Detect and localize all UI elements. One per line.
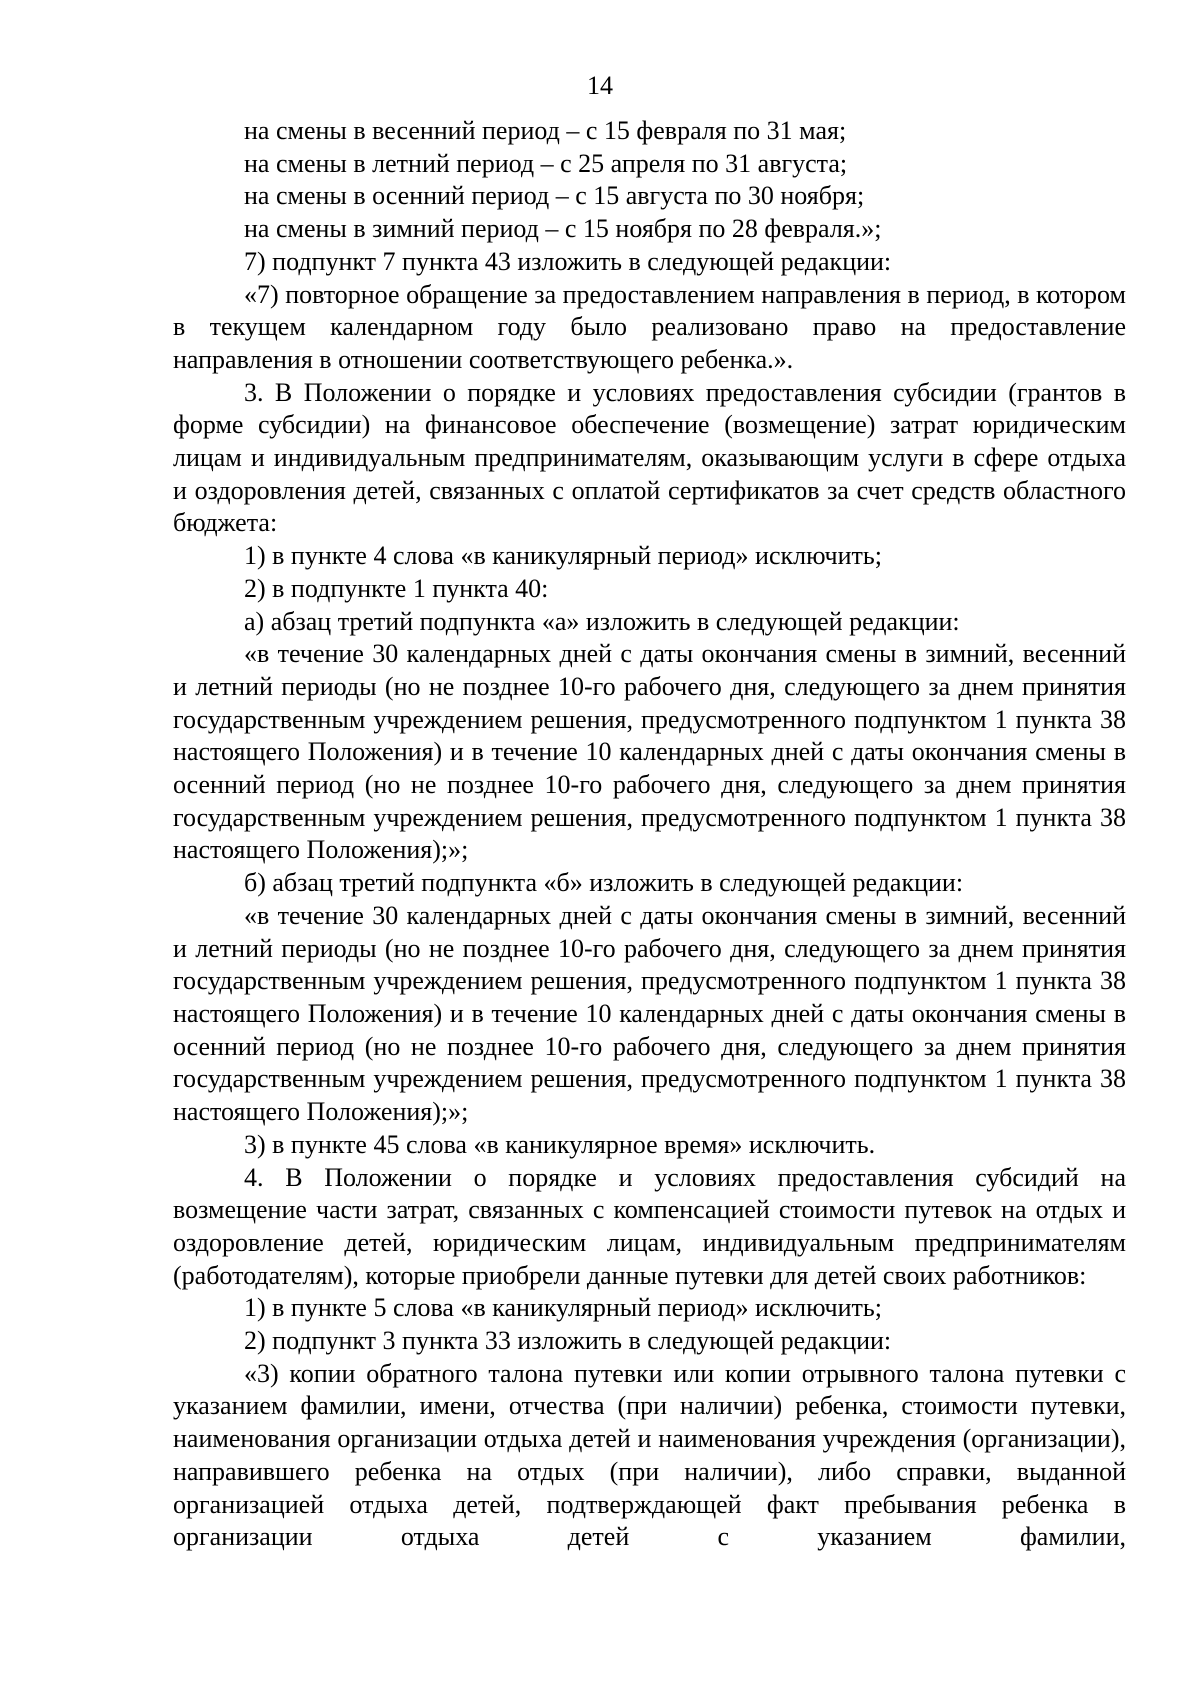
paragraph-section-4-item-2: 2) подпункт 3 пункта 33 изложить в следующей редакции: [244, 1326, 892, 1356]
paragraph-section-3-item-2: 2) в подпункте 1 пункта 40: [244, 573, 549, 603]
paragraph-section-3-item-3: 3) в пункте 45 слова «в каникулярное время» исключить. [244, 1129, 876, 1159]
paragraph-subitem-a: а) абзац третий подпункта «а» изложить в следующей редакции: [244, 606, 960, 636]
paragraph-autumn-shift-dates: на смены в осенний период – с 15 августа по 30 ноября; [244, 181, 865, 211]
paragraph-section-4-item-3-text: «3) копии обратного талона путевки или копии отрывного талона путевки с указанием фамилии, имени, отчества (при наличии) ребенка, стоимости путевки, наименования организации отдыха детей и наименования учреждения (организации), направившего ребенка на отдых (при наличии), либо справки, выданной организацией отдыха детей, подтверждающей факт пребывания ребенка в организации отдыха детей с указанием фамилии, [173, 1358, 1126, 1552]
page-number: 14 [587, 71, 613, 100]
paragraph-section-4: 4. В Положении о порядке и условиях предоставления субсидий на возмещение части затрат, связанных с компенсацией стоимости путевок на отдых и оздоровление детей, юридическим лицам, индивидуальным предпринимателям (работодателям), которые приобрели данные путевки для детей своих работников: [173, 1162, 1126, 1290]
paragraph-section-3: 3. В Положении о порядке и условиях предоставления субсидии (грантов в форме субсидии) на финансовое обеспечение (возмещение) затрат юридическим лицам и индивидуальным предпринимателям, оказывающим услуги в сфере отдыха и оздоровления детей, связанных с оплатой сертификатов за счет средств областного бюджета: [173, 377, 1126, 538]
paragraph-summer-shift-dates: на смены в летний период – с 25 апреля по 31 августа; [244, 148, 848, 178]
paragraph-subitem-b-text: «в течение 30 календарных дней с даты окончания смены в зимний, весенний и летний периоды (но не позднее 10-го рабочего дня, следующего за днем принятия государственным учреждением решения, предусмотренного подпунктом 1 пункта 38 настоящего Положения) и в течение 10 календарных дней с даты окончания смены в осенний период (но не позднее 10-го рабочего дня, следующего за днем принятия государственным учреждением решения, предусмотренного подпунктом 1 пункта 38 настоящего Положения);»; [173, 900, 1126, 1127]
paragraph-subitem-b: б) абзац третий подпункта «б» изложить в следующей редакции: [244, 868, 964, 898]
paragraph-spring-shift-dates: на смены в весенний период – с 15 февраля по 31 мая; [244, 116, 847, 145]
document-body [173, 115, 1126, 1554]
paragraph-section-3-item-1: 1) в пункте 4 слова «в каникулярный период» исключить; [244, 541, 882, 571]
paragraph-subitem-a-text: «в течение 30 календарных дней с даты окончания смены в зимний, весенний и летний периоды (но не позднее 10-го рабочего дня, следующего за днем принятия государственным учреждением решения, предусмотренного подпунктом 1 пункта 38 настоящего Положения) и в течение 10 календарных дней с даты окончания смены в осенний период (но не позднее 10-го рабочего дня, следующего за днем принятия государственным учреждением решения, предусмотренного подпунктом 1 пункта 38 настоящего Положения);»; [173, 639, 1126, 865]
paragraph-item-7: 7) подпункт 7 пункта 43 изложить в следующей редакции: [244, 246, 892, 276]
paragraph-item-7-text: «7) повторное обращение за предоставлением направления в период, в котором в текущем календарном году было реализовано право на предоставление направления в отношении соответствующего ребенка.». [173, 279, 1126, 374]
paragraph-winter-shift-dates: на смены в зимний период – с 15 ноября по 28 февраля.»; [244, 214, 882, 244]
paragraph-section-4-item-1: 1) в пункте 5 слова «в каникулярный период» исключить; [244, 1293, 882, 1323]
